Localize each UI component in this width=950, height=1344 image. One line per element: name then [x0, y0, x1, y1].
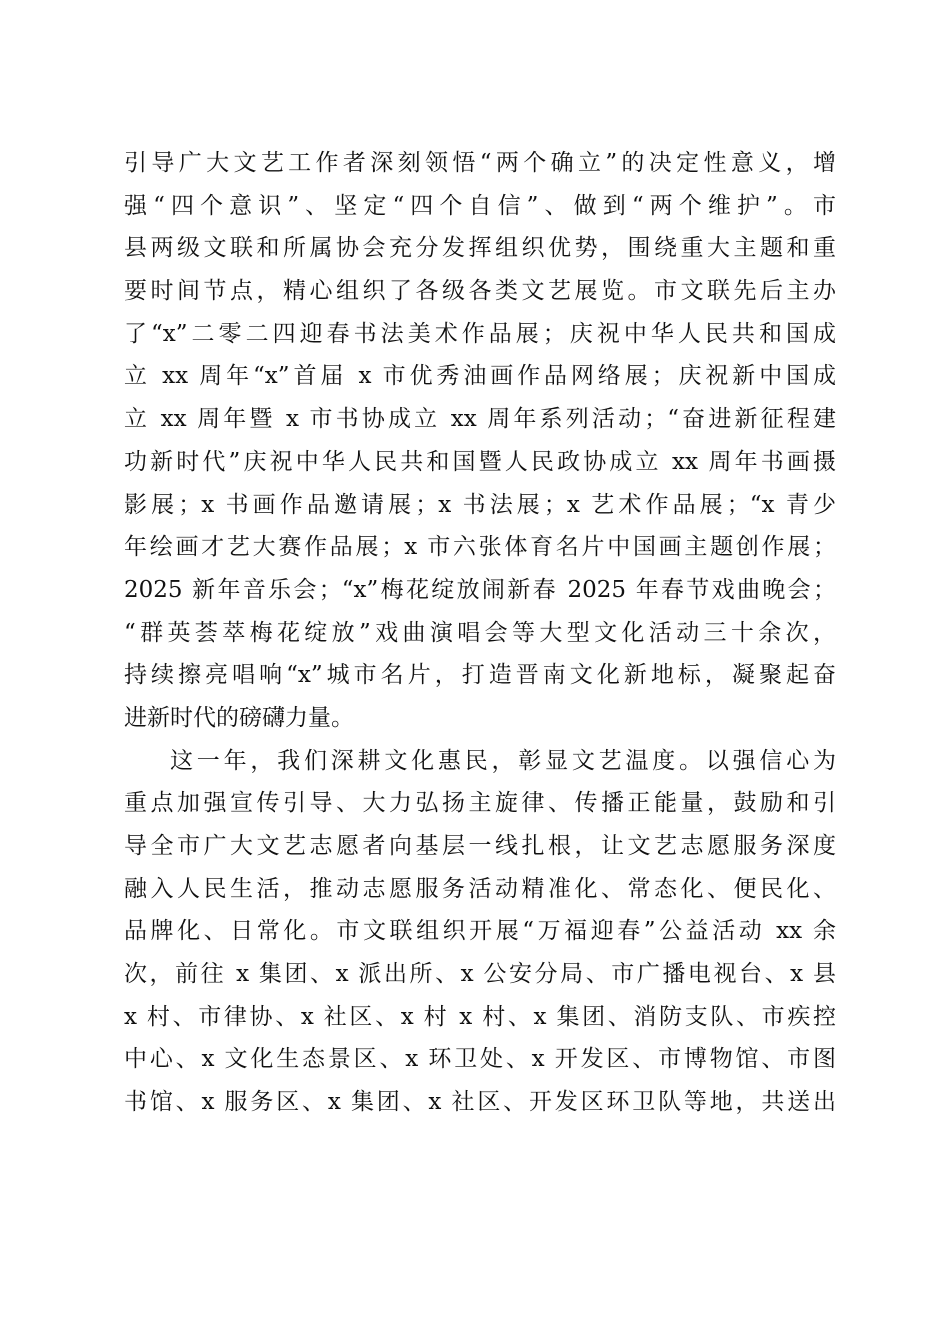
text-line: 重点加强宣传引导、大力弘扬主旋律、传播正能量，鼓励和引 — [124, 790, 836, 817]
text-line: 进新时代的磅礴力量。 — [124, 704, 354, 731]
text-line: 品牌化、日常化。市文联组织开展“万福迎春”公益活动 xx 余 — [124, 918, 836, 945]
text-line: 次，前往 x 集团、x 派出所、x 公安分局、市广播电视台、x 县 — [124, 961, 836, 988]
text-line: 引导广大文艺工作者深刻领悟“两个确立”的决定性意义，增 — [124, 150, 836, 176]
text-line: 县两级文联和所属协会充分发挥组织优势，围绕重大主题和重 — [124, 235, 836, 262]
text-line: 导全市广大文艺志愿者向基层一线扎根，让文艺志愿服务深度 — [124, 833, 836, 859]
text-line: 立 xx 周年暨 x 市书协成立 xx 周年系列活动；“奋进新征程建 — [124, 406, 836, 433]
text-line: 影展；x 书画作品邀请展；x 书法展；x 艺术作品展；“x 青少 — [124, 491, 836, 518]
document-body — [124, 142, 836, 1124]
paragraph-1 — [124, 142, 836, 740]
text-line: 立 xx 周年“x”首届 x 市优秀油画作品网络展；庆祝新中国成 — [124, 363, 836, 390]
text-line: 强“四个意识”、坚定“四个自信”、做到“两个维护”。市 — [124, 192, 836, 219]
text-line: 持续擦亮唱响“x”城市名片，打造晋南文化新地标，凝聚起奋 — [124, 662, 836, 689]
text-line: 要时间节点，精心组织了各级各类文艺展览。市文联先后主办 — [124, 278, 836, 305]
text-line: 融入人民生活，推动志愿服务活动精准化、常态化、便民化、 — [124, 875, 836, 902]
text-line: “群英荟萃梅花绽放”戏曲演唱会等大型文化活动三十余次， — [124, 619, 836, 646]
text-line: 年绘画才艺大赛作品展；x 市六张体育名片中国画主题创作展； — [124, 534, 836, 561]
paragraph-2 — [124, 740, 836, 1124]
text-line: 中心、x 文化生态景区、x 环卫处、x 开发区、市博物馆、市图 — [124, 1046, 836, 1073]
text-line: x 村、市律协、x 社区、x 村 x 村、x 集团、消防支队、市疾控 — [124, 1003, 836, 1030]
text-line: 这一年，我们深耕文化惠民，彰显文艺温度。以强信心为 — [170, 747, 836, 774]
text-line: 功新时代”庆祝中华人民共和国暨人民政协成立 xx 周年书画摄 — [124, 448, 836, 475]
text-line: 2025 新年音乐会；“x”梅花绽放闹新春 2025 年春节戏曲晚会； — [124, 576, 836, 603]
text-line: 书馆、x 服务区、x 集团、x 社区、开发区环卫队等地，共送出 — [124, 1089, 836, 1116]
text-line: 了“x”二零二四迎春书法美术作品展；庆祝中华人民共和国成 — [124, 320, 836, 347]
